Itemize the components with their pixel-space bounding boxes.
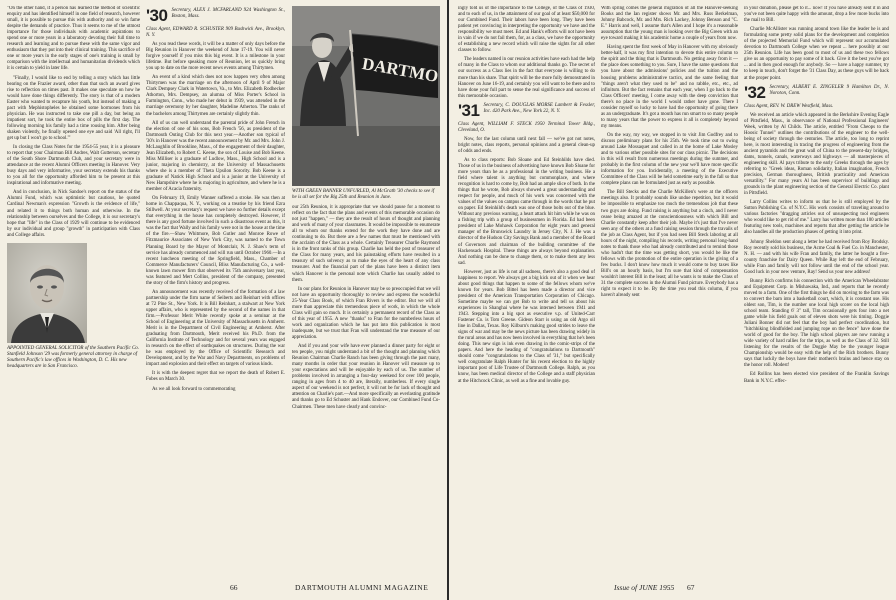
- class-secretary: Secretary, ALBERT E. ZINGELER 9 Hamilton Dr., N. Noroton, Conn.: [769, 84, 889, 96]
- right-page: [449, 0, 896, 600]
- left-page: [0, 0, 447, 600]
- class-year: '31: [458, 100, 480, 120]
- paragraph: In closing the Class Notes for the 1954-55 year, it is a pleasure to report that your Chairman Bill Andres, Walt Gutterson, secretary of the South Shore Dartmouth Club, and your secretary were in attendance at the recent Alumni Officers meeting in Hanover. Very busy days and very informative, your secretary extends his thanks to you all for the opportunity afforded him to be present at this inspirational and informative meeting.: [7, 145, 140, 187]
- photo-caption: APPOINTED GENERAL SOLICITOR of the Southern Pacific Co. Stanfield Johnson '29 was formerly general attorney in charge of Southern Pacific's law offices in Washington, D. C. His new headquarters are in San Francisco.: [7, 345, 140, 369]
- paragraph: On the way, my way, we stopped in to visit Jim Godfrey and to discuss preliminary plans for his 25th. We took time out to swing around Lake Mossaquet and called in at the home of Lake Mosley and to various other possible sites for our class picnic. The decisions in this will result from numerous meetings during the summer, and probably in the first column of the new year we'll have more specific information for you. Incidentally, a meeting of the Executive Committee of the Class will be held sometime early in the fall so that complete plans can be formulated just as early as possible.: [601, 132, 738, 187]
- paragraph: It is with the deepest regret that we report the death of Robert E. Fobes on March 30.: [146, 371, 285, 383]
- magazine-title: DARTMOUTH ALUMNI MAGAZINE: [295, 583, 429, 592]
- paragraph: Bunny Rich confirms his connection with the American Wheelabrator and Equipment Corp. in Mishawaka, Ind., and reports that he recently moved to a farm. One of the first things he did on moving to the farm was to convert the barn into a basketball court, which, it is constant use. His oldest son, Tim, is the number one local high scorer on the local high school team. Standing 6' 3" tall, Tim occasionally gets four into a net game while his field goals out of eleven shots were his timing. Doggie Juliani Bonner did not feel that the boy had perfect coordination, but "hitchhiking blindfolded and jumping rope on the fence" have done the world of good for the boy. The high school players are now running a wide variety of hard rallies for the trips, as well as the Class of 32. Still listening for the results of the Doggie May be the younger league Championship would be easy with the help of the Rich brothers. Bunny says that luckily the boys have their mothers's brains and hence stay on the honor roll. Modest!: [744, 278, 889, 369]
- paragraph: The Bill Stecks and the Charlie McKillen's were at the officers meetings also. It probably sounds like undue repetition, but it would be impossible to emphasize too much the tremendous job that these two guys are doing. Fund raising is anything but a cinch, and I never cease being amazed at the conscientiousness with which Bill and Charlie constantly keep after their job. Maybe it's just that I've never seen any of the others at a fund raising session through the travails of the job as Class Agent, but if you had seen Bill Steck laboring at all hours of the night, compiling his records, writing personal long-hand notes to thank those who had already contributed and to remind those who hadn't that the time was getting short, you would be like the fellows with the promotion of the entire operation is the giving of a few bucks. I don't know how much it would come to buy taxes like Bill's on an hourly basis, but I'm sure that kind of compensation wouldn't interest Bill in the least; all he wants is to make the Class of 31 the complete success in the Alumni Fund picture. Everybody has a right to expect it to be. By the time you read this column, if you haven't already sent: [601, 190, 738, 299]
- class-heading-1930: [146, 8, 285, 24]
- paragraph: And in conclusion, in Nick Sandoe's report on the status of the Alumni Fund, which was optimistic but cautious, he quoted Cardinal Newman's expression "Growth is the evidence of life," and related it to things both human and otherwise. In the relationship between ourselves and the College, it is our secretary's hope that "life" in the Class of 1929 will continue to be evidenced by our individual and group "growth" in participation with Class and College affairs.: [7, 190, 140, 238]
- paragraph: An announcement was recently received of the formation of a law partnership under the firm name of Seiberts and Reinhart with offices at 72 Pine St., New York. It is Bill Reinhart, a stalwart at New York upper affairs, who is represented by the second of the names in that firm.—Professor Merit White recently spoke at a seminar at the School of Engineering at the University of Massachusetts in Amherst. Merit is in the Department of Civil Engineering at Amherst. After graduating from Dartmouth, Merit received his Ph.D. from the California Institute of Technology and for several years was engaged in research on the effect of earthquakes on structures. During the war he was employed by the Office of Scientific Research and Development, and by the War and Navy Departments, on problems of impact and explosion and their effect on targets of various kinds.: [146, 289, 285, 368]
- paragraph: All of us can well understand the parental pride of John French in the election of one of his sons, Bob French '56, as president of the Dartmouth Outing Club for this next year.—Another son typical of '30's in Hanover was the recent announcement by Mr. and Mrs. John J. McLaughlin of Brookline, Mass., of the engagement of their daughter, Jean Elizabeth, to Robert C. Keene, the son of Louise and Bob Keene. Miss Milliser is a graduate of Ludlow, Mass., High School and is a junior, majoring in chemistry, at the University of Massachusetts where she is a member of Theta Upsilon Sorority. Bob Keene is a graduate of Natick High School and is a junior at the University of New Hampshire where he is majoring in agriculture, and where he is a member of Acacia fraternity.: [146, 120, 285, 193]
- class-secretary: Secretary, ALEX J. MCFARLAND 924 Washington St., Boston, Mass.: [171, 8, 285, 19]
- paragraph: our 25th Reunion, it is appropriate that we should pause for a moment to reflect on the fact that the plans and events of this memorable occasion do not just "happen," — they are the result of hours of thought and planning and work of many of your classmates. It would be impossible to enumerate all to whom our thanks extend for the work they have done and are continuing to do. But there are a few names that must be mentioned with the acclaim of the Class as a whole. Certainly Treasurer Charlie Raymond is in the front ranks of this group. Charlie has held the post of treasurer of the Class for many years, and his painstaking efforts have resulted in a treasury of such solvency as to make the eyes of the heart of any class treasurer. And the financial part of the plans have been a distinct item which Hanover is the personal note which Charlie has usually added to them.: [292, 205, 440, 283]
- paragraph: As you read these words, it will be a matter of only days before the Big Reunion in Hanover the weekend of June 17-19. You will never forgive yourself if you miss this big event. It is a milestone in your lifetime. But before speaking more of Reunion, let us quickly bring you up to date on the more recent news events among Thirtymen.: [146, 42, 285, 72]
- paragraph: Johnny Sheldon sent along a letter he had received from Roy Brodsky. Roy recently sold his business, the Acme Coal & Fuel Co. in Manchester, N. H. — and with his wife Fran and family, the latter he bought a five-county franchise for Dairy Queen. While Ray left the end of February, while Fran and family will not follow until the end of the school year. Good luck in your new venture, Ray! Send us your new address!: [744, 239, 889, 275]
- portrait-image: [7, 243, 87, 343]
- paragraph: On February 19, Emily Wanner suffered a stroke. He was then at home in Chappaqua, N. Y., working on a treatise by his friend Ezra Stillwell. At your secretary's request we have no further details except that everything in the house has completely destroyed. However, if there is any good fortune involved in such a disastrous event as this, it was the fact that Wally and his family were not in the house at the time of the fire.—Shaw Whitmore, Bob Gutler and Monroe Rowe of Fitzmaurice Associates of New York City, was named to the Town Planning Board by the Mayor of Montclair, N. J. Shaw's term of service has already commenced and will run until October 1960.—In a recent luncheon meeting of the Springfield, Mass., Chamber of Commerce Manufacturers' Council, Bliss Manufacturing Co., a well-known lawn mower firm that observed its 75th anniversary last year, was featured and Mert Collins, president of the company, presented the story of the firm's history and progress.: [146, 196, 285, 286]
- page-number: 67: [687, 583, 695, 592]
- paragraph: As we all look forward to commemorating: [152, 386, 236, 392]
- right-column-1: [458, 6, 595, 576]
- paragraph: With spring comes the general migration of all the Hanover-seeking Books and the Ian register shows Mr. and Mrs. Russ Berkelman, Johnny Babcock, Mr. and Mrs. Rich Lackey, Johnny Benson and "C. E." Harris and well, I assume that's Allen and I hope it's a reasonable assumption that the young man is looking over the Big Green with an eye toward making it his academic home a couple of years from now.: [601, 6, 738, 42]
- paragraph: The leaders named in our reunion activities have each had the help of many in the Class to whom our additional thanks go. The secret of our success as a Class lies in the fact that everyone is willing to do more than his share. That spirit will be the more fully demonstrated in Hanover on June 16-19, and certainly you will want to be there and to have done your full part to sense the real significance and success of this memorable occasion.: [458, 57, 595, 99]
- left-column-3: [292, 6, 440, 566]
- left-column-1: [7, 6, 140, 566]
- paragraph: However, just as life is not all sadness, there's also a good deal of happiness to report. We always get a big kick out of it when we hear about good things that happen to some of the fellows whom we've known for years. Bob Bittel has been made a director and vice president of the American Transportation Corporation of Chicago. Sometime maybe we can get Bob to write and tell us about his experiences in Shanghai where he was interned between 1941 and 1943. Stepping into a big spot as executive v.p. of United-Carr Fastener Co. is Tom Greene. Gideon Starr is using an old Argo oil line in Dallas, Texas. Roy Kilburn's making good strides to leave the signs of war and may be the news picture has been drawing widely in the rural areas and has now been involved in everything that he's been doing. This new sign is ink even drawing in the comic-strips of the papers. And here the heading of "congratulations to Dartmouth" should come "congratulations to the Class of '31," but specifically well congratulate Ralph Hunter for his recent election to the highly important post of Life Trustee of Dartmouth College. Ralph, as you know, has been medical director of the College and a staff physician at the Hitchcock Clinic, as well as a fine and lovable guy.: [458, 269, 595, 384]
- paragraph: We received an article which appeared in the Berkshire Evening Eagle of Pittsfield, Mass., in observance of National Professional Engineers' Week, written by Al Childs. The article, entitled "From Cheops to the Hoosic Tunnel" outlines the contributions of the engineer to the well-being of society through the centuries. The article, too long to reprint here, is most interesting in tracing the progress of engineering from the ancient pyramids and the great wall of China to the present-day bridges, dams, tunnels, canals, waterways and highways — all masterpieces of engineering skill. Al pays tribute to the early Greeks through the ages by referring to "Greek ideas, Roman solidarity, Italian imagination, French precision, German thoroughness, British practicality and American versatility." For many years Al has been supervisor of buildings and grounds in the plant engineering section of the General Electric Co. plant in Pittsfield.: [744, 112, 889, 197]
- class-year: '32: [744, 82, 766, 102]
- paragraph: Now, for the last column until next fall — we've got not notes, bright notes, class reports, personal opinions and a general clean-up of odds and ends.: [458, 136, 595, 154]
- left-column-2: [146, 6, 285, 576]
- paragraph: An event of a kind which does not now happen very often among Thirtymen was the marriage on the afternoon of April 9 of Major Clark Dempsey Clark in Watertown, Va., to Mrs. Elizabeth Rodhecker Athorton, Mrs. Dempsey, an alumna of Miss Porter's School in Farmington, Conn., who made her debut in 1939, was attended in the marriage ceremony by her daughter, Madeline Atherton. The ranks of the bachelors among Thirtymen are certainly slightly thin.: [146, 75, 285, 117]
- photo-caption: WITH GREEN BANNER UNFURLED, Al McGrath '30 checks to see if he is all set for the Big 25th and Reunion in June.: [292, 189, 435, 200]
- paragraph: "Finally, I would like to end by telling a story which has little bearing on the Frazier award, other than that such an award gives rise to reflection on times past. It makes one speculate on how he would have done things differently. The story is that of a modern Easter who wanted to recapture his youth, but instead of making a pact with Mephistopheles he obtained some hormones from his physician. He was instructed to take one pill a day, but being an impatient sort, he took the entire box of pills the first day. The following morning his family had a time rousing him. After being shaken violently, he finally opened one eye and said 'All right, I'll get up but I won't go to school.'": [7, 75, 140, 141]
- issue-line: Issue of JUNE 1955: [614, 583, 675, 592]
- class-agent: Class Agent, WILLIAM F. STECK 1950 Terminal Tower Bldg., Cleveland, O.: [458, 121, 595, 133]
- paragraph: Larry Collins writes to inform us that he is still employed by the Sutton Publishing Co. of N.Y.C. His work consists of traveling around to various factories "dragging articles out of unsuspecting tool engineers who would like to get rid of me." Larry has written more than 100 articles featuring new tools, machines and reports that after getting the article he also handles all the production phases of getting it into print.: [744, 200, 889, 236]
- class-agent: Class Agent, EDWARD R. SCHUSTER 909 Bushwick Ave., Brooklyn, N. Y.: [146, 27, 285, 38]
- paragraph: Ed Rollins has been elected vice president of the Franklin Savings Bank in N.Y.C. effec-: [744, 372, 889, 384]
- class-heading-1932: [744, 82, 889, 102]
- class-heading-1931: [458, 100, 595, 120]
- right-column-3: [744, 6, 889, 592]
- class-year: '30: [146, 6, 168, 25]
- portrait-photo: [7, 243, 87, 343]
- class-secretary: Secretary, C. DOUGLAS MORSE Lambert & Fessler, Inc. 420 Park Ave., New York 22, N. Y.: [483, 102, 595, 114]
- paragraph: In our plans for Reunion in Hanover may be so preoccupied that we will not have an opportunity thoroughly to review and express the wonderful 25-Year Class Book, of which Fran Rivers is the editor. But we will all more than appreciate this tremendous piece of work, in which the whole Class will gain so much. It is certainly a permanent record of the Class as of this year of 1955. A new "thanks" to Fran for the numberless hours of work and organization which he has put into this publication is most inadequate, but we trust that Fran will understand the true measure of our appreciation.: [292, 286, 440, 340]
- page-number: 66: [230, 583, 238, 592]
- class-agent: Class Agent, REV. W. DREW Westfield, Mass.: [744, 103, 834, 109]
- right-column-2: [601, 6, 738, 592]
- paragraph: Charlie McAllister was running around town like the leader he is and formulating some pretty solid plans for the development and completion of the projected Memorial Fund which will represent our accumulated devotion to Dartmouth College when we repeat ... here possibly at our 25th Reunion. Life has been good to most of us and these two fellows give us an opportunity to pay some of it back. Give it the best you've got ... and in then good enough for anybody. So — have a happy summer, try to keep in touch, don't forget the '31 Class Day, as these guys will be back at the proper point.: [744, 27, 889, 81]
- paragraph: As to class reports: Bob Sloane and Ed Steinhilds have died. Those of us in the business of advertising have known Bob Sloane for more years than he as a professional in the writing business. He a field where talent is anything but commonplace, and where recognition is hard to come by, Bob had an ample slice of both. In the things that he wrote, Bob always showed a great understanding and respect for people, and much of his work was concerned with the values of the values on campus came through in the words that he put on paper. Ed Steinhild's death was one of those bolts out of the blue. Without any previous warning, a heart attack hit him while he was on a fishing trip with a group of businessmen in Florida. Ed had been president of Lake Mohawk Corporation for eight years and general manager of the Brunswick Laundry in Jersey City, N. J. He was a director of the Hudson City Savings Bank and a member of the Board of Governors and chairman of the building committee of the Hackensack Hospital. These things are always beyond explanation. And nothing can be done to change them, or to make them any less sad.: [458, 157, 595, 266]
- paragraph: And if you and your wife have ever planned a dinner party for eight or ten people, you might understand a bit of the thought and planning which Reunion Chairman Charlie Ranch has been giving through the past many, many months in order that your reunion in Hanover will measure up to your expectations and will be enjoyable by each of us. The number of problems involved in arranging a four-day weekend for over 100 people, ranging in ages from 4 to 40 are, literally, numberless. If every single aspect of our weekend is not perfect, it will not be for lack of thought and attention on Charlie's part.—And more specifically an everlasting gratitude and thanks go to Ed Schuster and Hank Endover, our Combined Fund Co-Chairmen. These men have clearly and convinc-: [292, 344, 440, 410]
- paragraph: "On the other hand, if a person has learned the method of scientific enquiry and has identified himself in one field of research, however small, it is possible to pursue this with authority and so win fame despite the demands of practice. Thus it seems to me of the utmost importance for those individuals with academic aspirations to spend one or more years in a laboratory devoting their full time to research and learning and to pursue these with the same vigor and enthusiasm that they put into their clinical training. This sacrifice of one or more years in the early stages of one's training is small by comparison with the intellectual and humanitarian dividends which it is certain to yield in later life.: [7, 6, 140, 72]
- paragraph: in your donation, please get to it... now! If you have already sent it in and you've not been quite happy with the amount, drop a few more bucks into the mail to Bill.: [744, 6, 889, 24]
- paragraph: ingly told us of the importance to the College, of the Class of 1930, and to each of us, in the attainment of our goal of at least $50,000 for our Combined Fund. Their labors have been long. They have been patient yet convincing in interpreting the opportunity we have and the responsibility we must meet. Ed and Hank's efforts will not have been in vain if we do not fail them, for, as a class, we have the opportunity of establishing a new record which will raise the sights for all other classes to follow.: [458, 6, 595, 54]
- banner-photo: [292, 6, 440, 186]
- banner-photo-image: [292, 6, 440, 186]
- banner-text: DARTMO: [360, 53, 440, 86]
- paragraph: Having spent the first week of May in Hanover with my obviously better-half, it was my first intention to devote this entire column to the spirit and the thing that is Dartmouth. No getting away from it — the place does something to you. Sure, I have the same questions that you have about the admissions' policies and the tuition and the housing problems administrative tactics, and the same feeling that "things aren't what they used to be" and no rabble, etc., etc., ad infinitum. But the fact remains that each year, when I go back to the Class Officers' meeting, I come away with the deep conviction that there's no place in the world I would rather have gone. There I consider myself so lucky to have had the opportunity of going there as an undergraduate. It's got a mouth has run smart to so many people to many years that the power to express it all is completely beyond my means.: [601, 45, 738, 129]
